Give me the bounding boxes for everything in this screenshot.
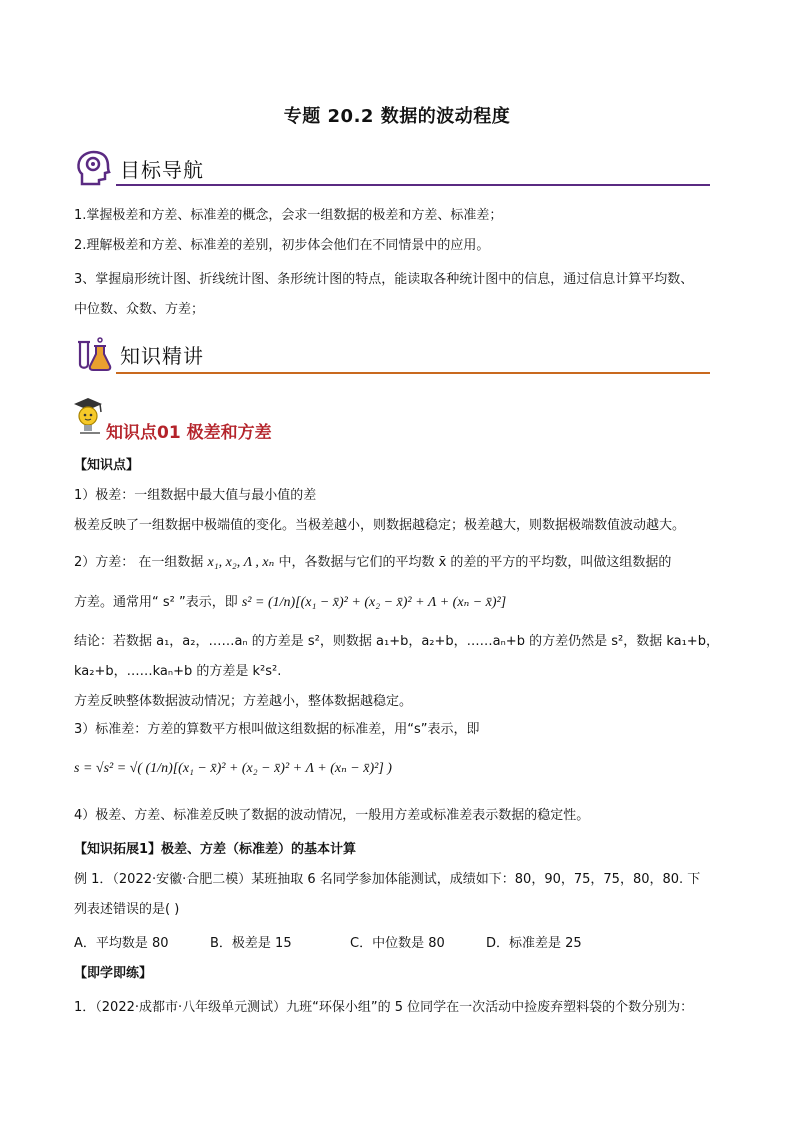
variance-note: 方差反映整体数据波动情况；方差越小，整体数据越稳定。: [74, 694, 413, 709]
std-definition: 3）标准差：方差的算数平方根叫做这组数据的标准差，用“s”表示，即: [74, 722, 480, 737]
goal-item: 中位数、众数、方差；: [74, 302, 205, 317]
scholar-bulb-icon: [70, 394, 106, 436]
variance-formula: s² = (1/n)[(x₁ − x̄)² + (x₂ − x̄)² + Λ + (xₙ − x̄)²]: [241, 595, 507, 610]
section-label-knowledge: 知识精讲: [120, 344, 204, 368]
option-a: A．平均数是 80: [74, 936, 169, 951]
example1-line1: 例 1．（2022·安徽·合肥二模）某班抽取 6 名同学参加体能测试，成绩如下：80，90，75，75，80，80. 下: [74, 872, 701, 887]
section-header-knowledge: [74, 334, 710, 380]
goal-item: 3、掌握扇形统计图、折线统计图、条形统计图的特点，能读取各种统计图中的信息，通过信息计算平均数、: [74, 272, 694, 287]
option-d: D．标准差是 25: [486, 936, 582, 951]
example1-line2: 列表述错误的是( ): [74, 902, 180, 917]
variance-definition-line1: 2）方差： 在一组数据 x₁, x₂, Λ , xₙ 中，各数据与它们的平均数 x̄ 的差的平方的平均数，叫做这组数据的: [74, 555, 672, 570]
section-divider: [116, 372, 710, 374]
goal-item: 1.掌握极差和方差、标准差的概念，会求一组数据的极差和方差、标准差；: [74, 208, 503, 223]
goal-item: 2.理解极差和方差、标准差的差别，初步体会他们在不同情景中的应用。: [74, 238, 490, 253]
option-b: B．极差是 15: [210, 936, 292, 951]
practice-heading: 【即学即练】: [74, 966, 153, 981]
practice-item-1: 1．（2022·成都市·八年级单元测试）九班“环保小组”的 5 位同学在一次活动中捡废弃塑料袋的个数分别为：: [74, 1000, 694, 1015]
knowledge-label: 【知识点】: [74, 458, 140, 473]
option-c: C．中位数是 80: [350, 936, 445, 951]
section-label-goals: 目标导航: [120, 158, 204, 182]
std-formula: s = √s² = √( (1/n)[(x₁ − x̄)² + (x₂ − x̄)² + Λ + (xₙ − x̄)²] ): [74, 761, 392, 776]
section-divider: [116, 184, 710, 186]
summary-line: 4）极差、方差、标准差反映了数据的波动情况，一般用方差或标准差表示数据的稳定性。: [74, 808, 590, 823]
conclusion-line1: 结论：若数据 a₁，a₂，……aₙ 的方差是 s²，则数据 a₁+b，a₂+b，……aₙ+b 的方差仍然是 s²，数据 ka₁+b，: [74, 634, 719, 649]
section-header-goals: [74, 148, 710, 194]
conclusion-line2: ka₂+b，……kaₙ+b 的方差是 k²s².: [74, 664, 282, 679]
head-gear-icon: [74, 148, 114, 188]
knowledge-point-heading: 知识点01 极差和方差: [106, 423, 272, 443]
page-title: 专题 20.2 数据的波动程度: [283, 106, 511, 127]
variance-definition-line2: 方差。通常用“ s² ”表示，即 s² = (1/n)[(x₁ − x̄)² + (x₂ − x̄)² + Λ + (xₙ − x̄)²]: [74, 595, 507, 610]
range-definition: 1）极差：一组数据中最大值与最小值的差: [74, 488, 317, 503]
extension-heading: 【知识拓展1】极差、方差（标准差）的基本计算: [74, 842, 357, 857]
lab-flask-icon: [74, 334, 114, 374]
range-note: 极差反映了一组数据中极端值的变化。当极差越小，则数据越稳定；极差越大，则数据极端数值波动越大。: [74, 518, 686, 533]
